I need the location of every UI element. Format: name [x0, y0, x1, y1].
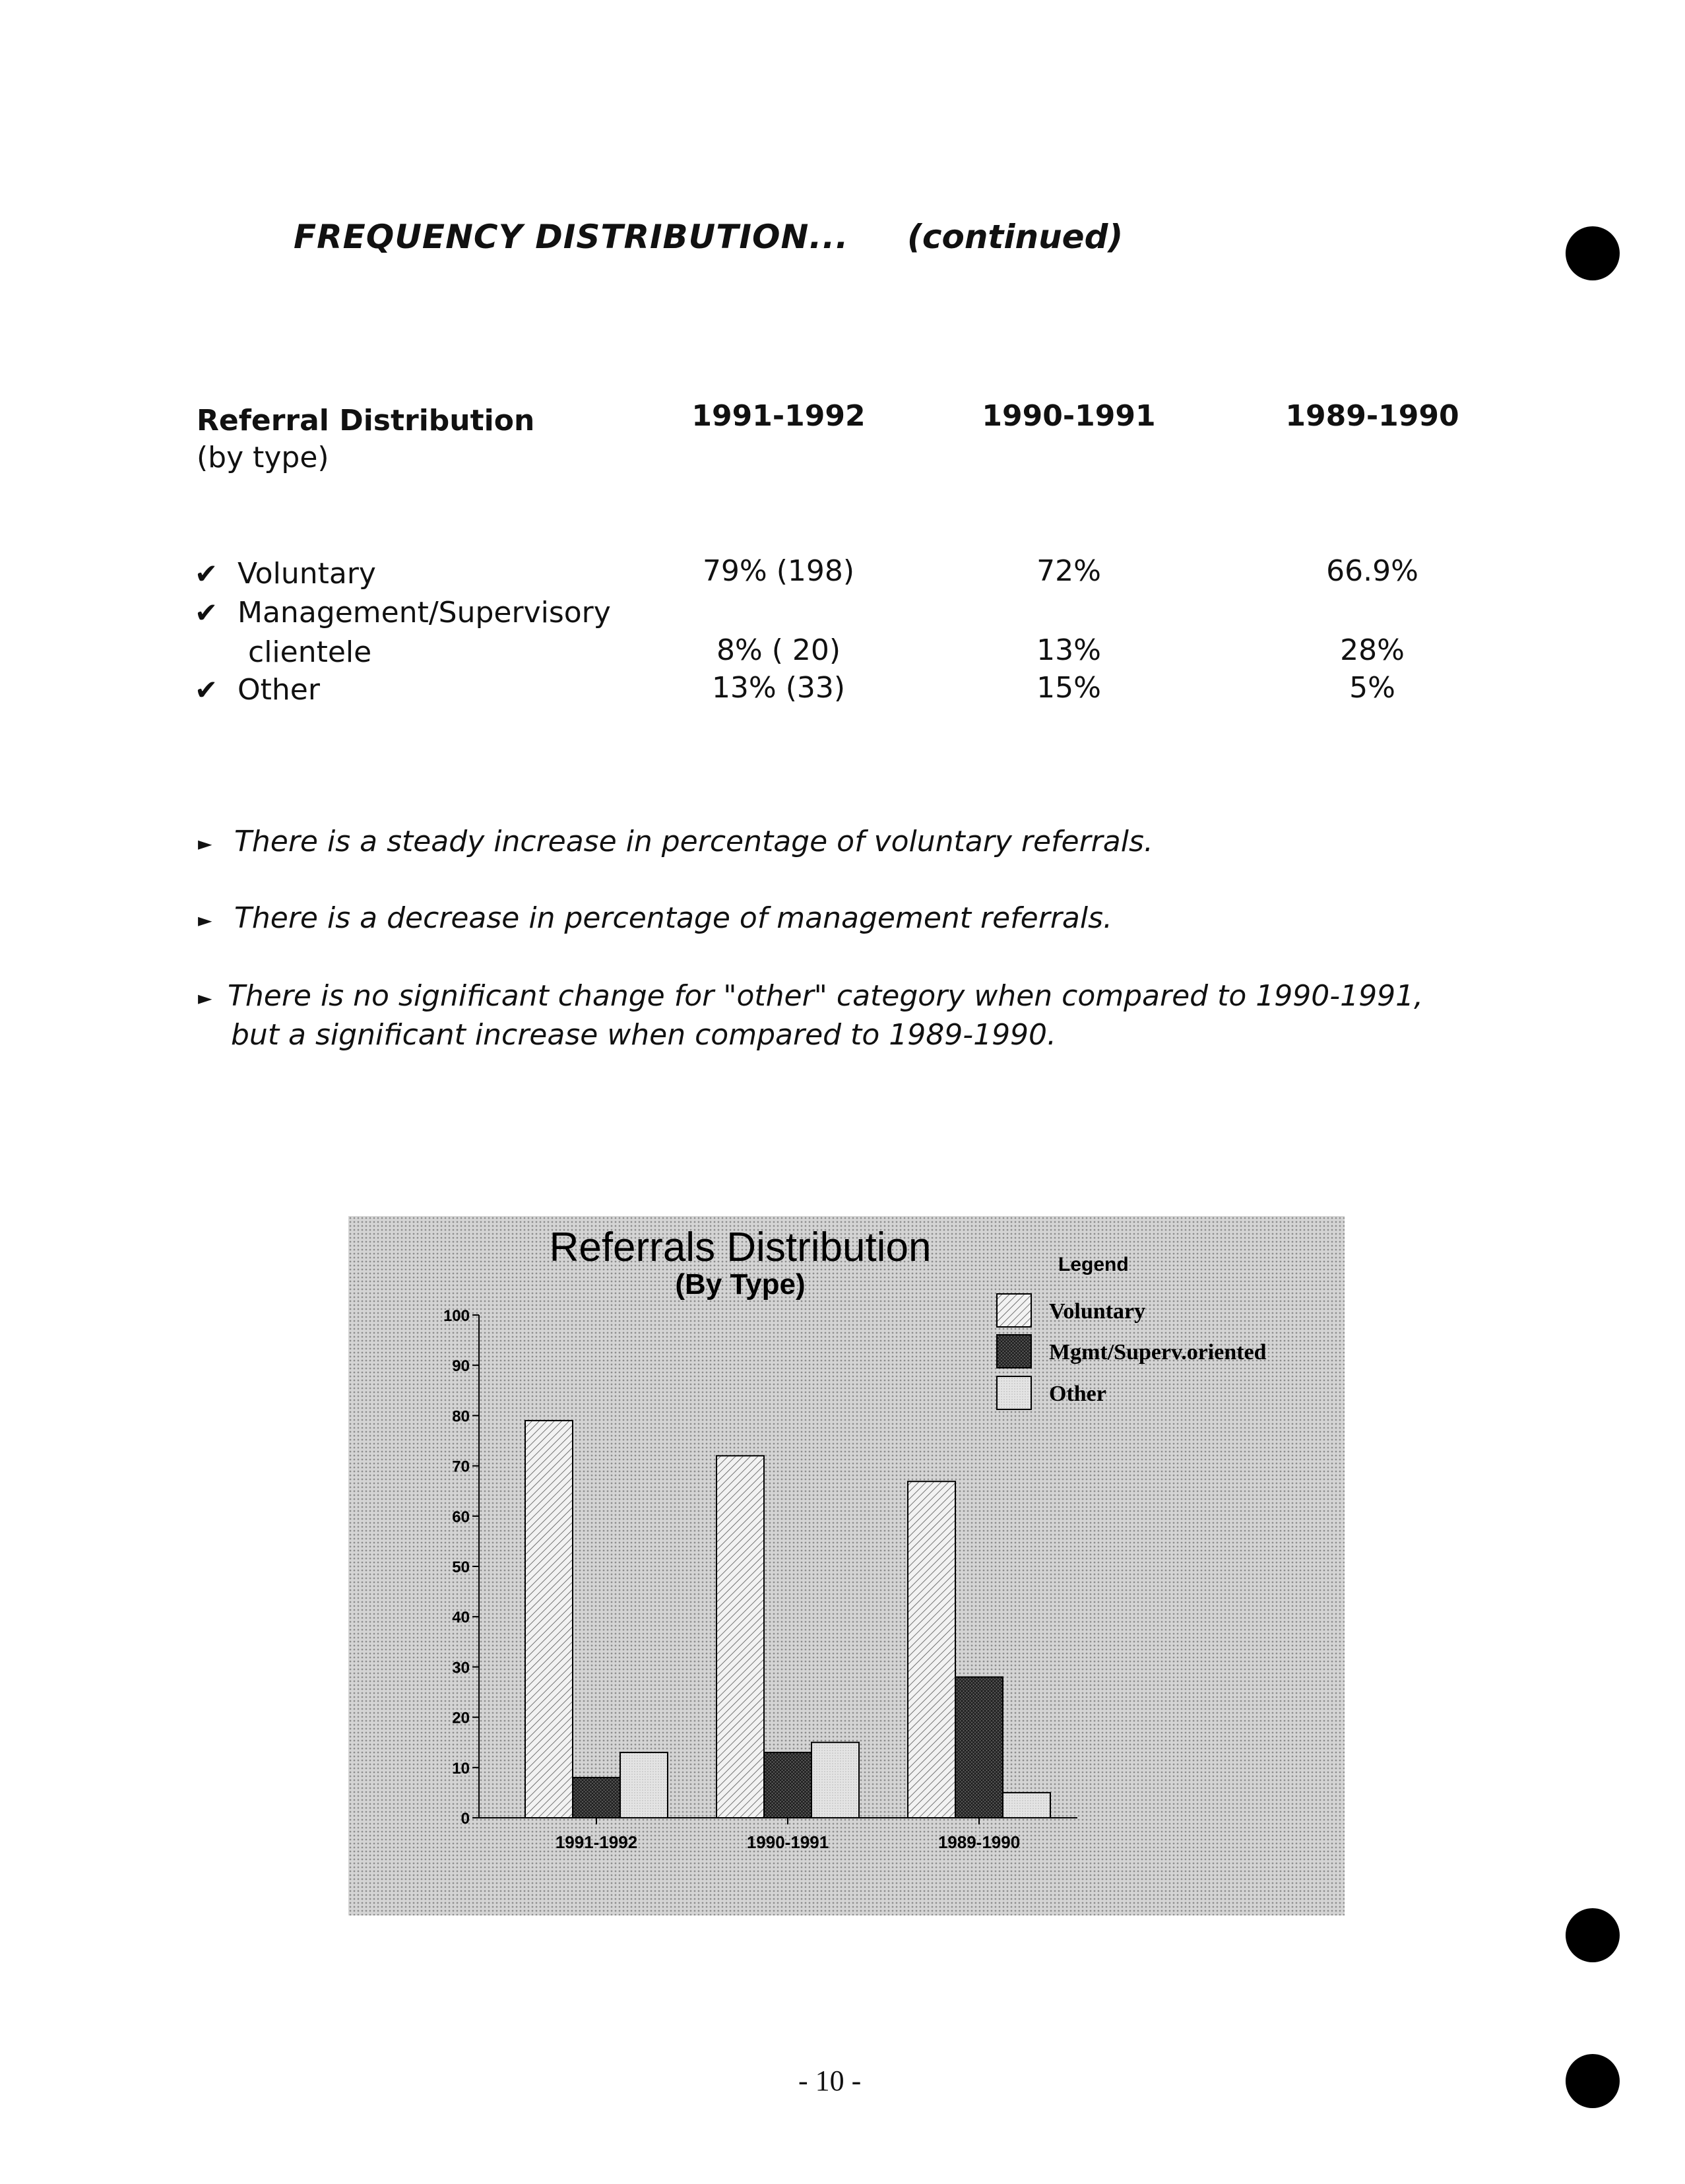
x-tick-label: 1989-1990 — [938, 1832, 1021, 1852]
row-label: Management/Supervisory — [238, 596, 611, 629]
table-cell: 15% — [1036, 671, 1101, 705]
bar — [620, 1752, 668, 1818]
row-label-continued: clientele — [248, 635, 372, 669]
y-tick-label: 20 — [452, 1709, 470, 1727]
bar — [716, 1456, 764, 1818]
note-text: There is a decrease in percentage of management referrals. — [234, 901, 1113, 935]
table-cell: 13% — [1036, 633, 1101, 667]
binder-hole — [1566, 2054, 1620, 2108]
table-subheading: (by type) — [197, 441, 329, 474]
legend-label: Mgmt/Superv.oriented — [1049, 1340, 1267, 1365]
legend-label: Voluntary — [1049, 1299, 1146, 1324]
y-tick-label: 10 — [452, 1759, 470, 1778]
column-header: 1991-1992 — [691, 399, 866, 433]
table-heading: Referral Distribution — [197, 404, 535, 437]
chart-subtitle: (By Type) — [675, 1268, 806, 1301]
binder-hole — [1566, 1908, 1620, 1962]
bar-chart — [348, 1216, 1345, 1915]
bar — [908, 1481, 955, 1818]
bullet-arrow-icon: ► — [198, 987, 212, 1009]
bar — [573, 1778, 620, 1818]
bullet-arrow-icon: ► — [198, 909, 212, 931]
plot-area — [443, 1307, 1077, 1852]
legend-title: Legend — [1058, 1254, 1129, 1275]
y-tick-label: 100 — [443, 1307, 470, 1325]
note-text: There is no significant change for "other" category when compared to 1990-1991, — [228, 979, 1424, 1013]
legend-swatch-voluntary — [997, 1294, 1031, 1327]
column-header: 1989-1990 — [1285, 399, 1459, 433]
bar — [764, 1752, 811, 1818]
check-icon: ✔ — [195, 674, 218, 706]
table-cell: 13% (33) — [711, 671, 846, 705]
y-tick-label: 0 — [461, 1810, 470, 1828]
page-subtitle: (continued) — [907, 218, 1124, 256]
column-header: 1990-1991 — [982, 399, 1156, 433]
page-title: FREQUENCY DISTRIBUTION... — [294, 218, 849, 256]
table-cell: 5% — [1349, 671, 1395, 705]
bar — [811, 1743, 859, 1818]
y-tick-label: 30 — [452, 1659, 470, 1677]
bullet-arrow-icon: ► — [198, 833, 212, 854]
legend-swatch-mgmt — [997, 1335, 1031, 1368]
y-tick-label: 50 — [452, 1558, 470, 1576]
table-cell: 8% ( 20) — [716, 633, 841, 667]
table-cell: 66.9% — [1326, 554, 1418, 588]
y-tick-label: 40 — [452, 1609, 470, 1627]
table-cell: 79% (198) — [702, 554, 855, 588]
y-tick-label: 90 — [452, 1357, 470, 1376]
check-icon: ✔ — [195, 596, 218, 629]
row-label: Other — [238, 673, 320, 707]
y-tick-label: 60 — [452, 1508, 470, 1526]
y-tick-label: 70 — [452, 1458, 470, 1476]
note-text: There is a steady increase in percentage of voluntary referrals. — [234, 825, 1153, 858]
x-tick-label: 1991-1992 — [555, 1832, 638, 1852]
table-cell: 28% — [1340, 633, 1405, 667]
note-text-continued: but a significant increase when compared to 1989-1990. — [231, 1018, 1057, 1052]
y-tick-label: 80 — [452, 1407, 470, 1426]
check-icon: ✔ — [195, 558, 218, 590]
page-number: - 10 - — [798, 2065, 862, 2097]
binder-hole — [1566, 226, 1620, 280]
chart-panel — [348, 1216, 1345, 1915]
x-tick-label: 1990-1991 — [746, 1832, 829, 1852]
bar — [525, 1421, 573, 1818]
table-cell: 72% — [1036, 554, 1101, 588]
legend-label: Other — [1049, 1382, 1106, 1406]
chart-title: Referrals Distribution — [549, 1225, 932, 1270]
legend-swatch-other — [997, 1376, 1031, 1409]
row-label: Voluntary — [238, 557, 376, 591]
bar — [955, 1677, 1003, 1818]
bar — [1003, 1793, 1050, 1818]
